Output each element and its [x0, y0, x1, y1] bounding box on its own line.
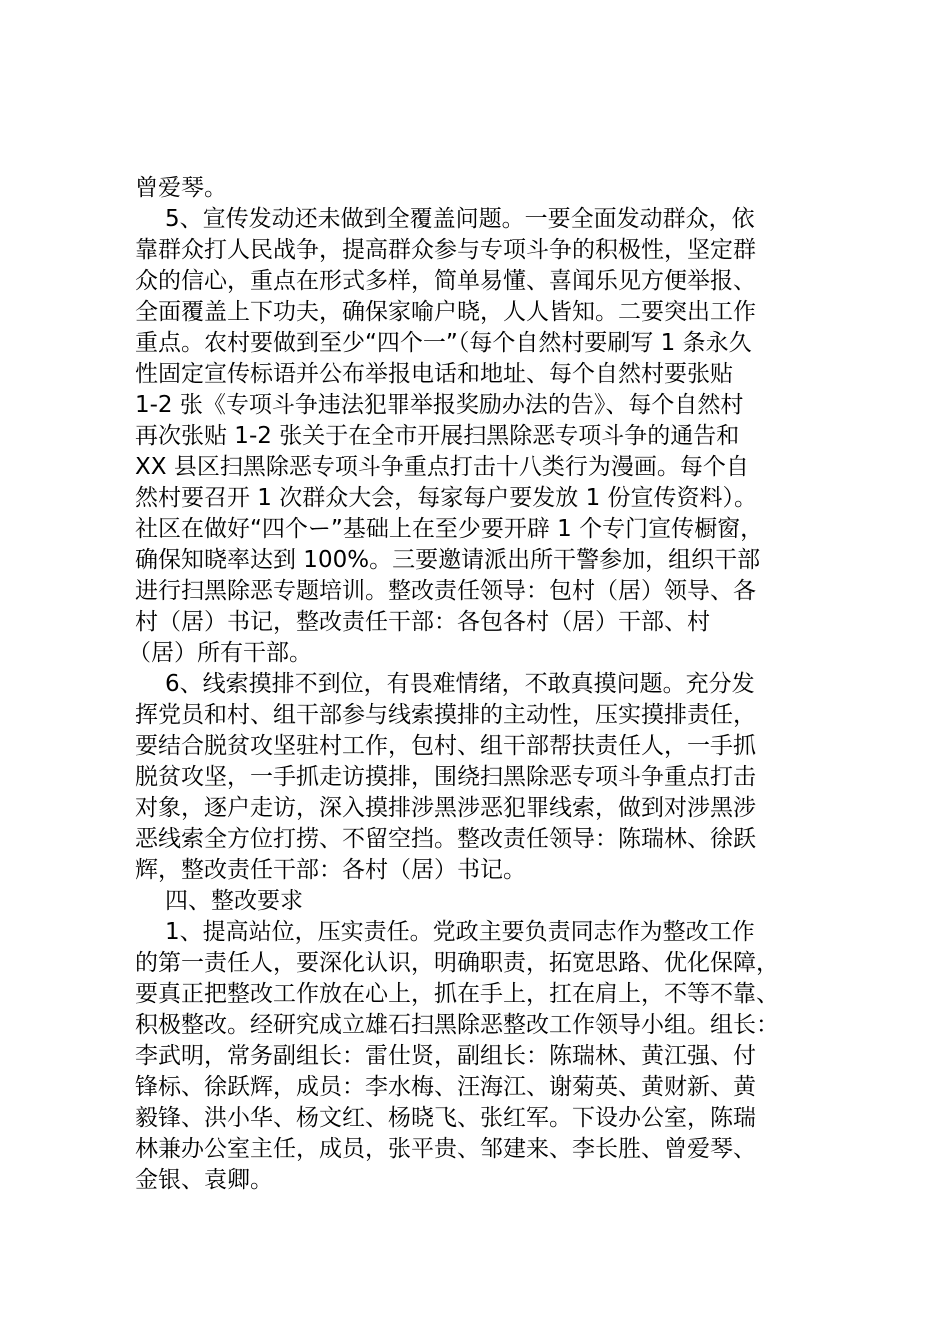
- text-line: 李武明，常务副组长：雷仕贤，副组长：陈瑞林、黄江强、付: [135, 1043, 756, 1069]
- text-line: 重点。农村要做到至少“四个一”（每个自然村要刷写 1 条永久: [135, 330, 752, 356]
- text-line: 社区在做好“四个ー”基础上在至少要开辟 1 个专门宣传橱窗，: [135, 516, 764, 542]
- text-line: 辉，整改责任干部：各村（居）书记。: [135, 857, 526, 883]
- text-line: 对象，逐户走访，深入摸排涉黑涉恶犯罪线索，做到对涉黑涉: [135, 795, 756, 821]
- text-line: 恶线索全方位打捞、不留空挡。整改责任领导：陈瑞林、徐跃: [135, 826, 756, 852]
- text-line: XX 县区扫黑除恶专项斗争重点打击十八类行为漫画。每个自: [135, 454, 749, 480]
- text-line: 1-2 张《专项斗争违法犯罪举报奖励办法的告》、每个自然村: [135, 392, 744, 418]
- text-line: 众的信心，重点在形式多样，简单易懂、喜闻乐见方便举报、: [135, 268, 756, 294]
- text-line: 要真正把整改工作放在心上，抓在手上，扛在肩上，不等不靠、: [135, 981, 779, 1007]
- text-line: 靠群众打人民战争，提高群众参与专项斗争的积极性，坚定群: [135, 237, 756, 263]
- text-line: 要结合脱贫攻坚驻村工作，包村、组干部帮扶责任人，一手抓: [135, 733, 756, 759]
- text-line: 全面覆盖上下功夫，确保家喻户晓，人人皆知。二要突出工作: [135, 299, 756, 325]
- text-line: 脱贫攻坚，一手抓走访摸排，围绕扫黑除恶专项斗争重点打击: [135, 764, 756, 790]
- text-line: 的第一责任人，要深化认识，明确职责，拓宽思路、优化保障，: [135, 950, 779, 976]
- text-line: 确保知晓率达到 100%。三要邀请派出所干警参加，组织干部: [135, 547, 761, 573]
- text-line: 曾爱琴。: [135, 175, 227, 201]
- text-line: （居）所有干部。: [128, 640, 312, 666]
- text-line: 5、宣传发动还未做到全覆盖问题。一要全面发动群众，依: [165, 206, 755, 232]
- text-line: 1、提高站位，压实责任。党政主要负责同志作为整改工作: [165, 919, 755, 945]
- text-line: 金银、袁卿。: [135, 1167, 273, 1193]
- section-heading: 四、整改要求: [165, 888, 303, 914]
- text-line: 性固定宣传标语并公布举报电话和地址、每个自然村要张贴: [135, 361, 733, 387]
- text-line: 6、线索摸排不到位，有畏难情绪，不敢真摸问题。充分发: [165, 671, 755, 697]
- text-line: 进行扫黑除恶专题培训。整改责任领导：包村（居）领导、各: [135, 578, 756, 604]
- text-line: 毅锋、洪小华、杨文红、杨晓飞、张红军。下设办公室，陈瑞: [135, 1105, 756, 1131]
- text-line: 再次张贴 1-2 张关于在全市开展扫黑除恶专项斗争的通告和: [135, 423, 740, 449]
- text-line: 挥党员和村、组干部参与线索摸排的主动性，压实摸排责任，: [135, 702, 756, 728]
- text-line: 积极整改。经研究成立雄石扫黑除恶整改工作领导小组。组长：: [135, 1012, 779, 1038]
- text-line: 林兼办公室主任，成员，张平贵、邹建来、李长胜、曾爱琴、: [135, 1136, 756, 1162]
- text-line: 然村要召开 1 次群众大会，每家每户要发放 1 份宣传资料）。: [135, 485, 758, 511]
- text-line: 锋标、徐跃辉，成员：李水梅、汪海江、谢菊英、黄财新、黄: [135, 1074, 756, 1100]
- text-line: 村（居）书记，整改责任干部：各包各村（居）干部、村: [135, 609, 710, 635]
